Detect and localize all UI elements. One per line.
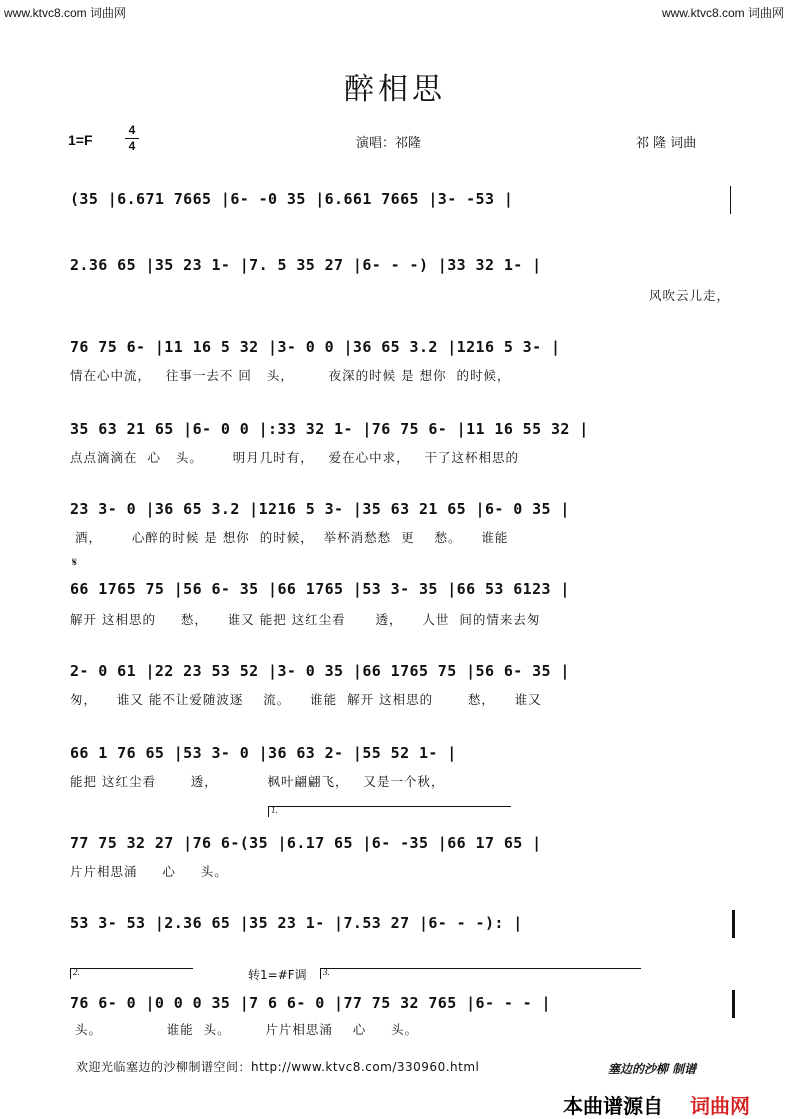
footer-text: 欢迎光临塞边的沙柳制谱空间：http://www.ktvc8.com/330960.html	[76, 1060, 480, 1074]
lyrics-row: 情在心中流， 往事一去不 回 头， 夜深的时候 是 想你 的时候，	[70, 368, 511, 383]
signature: 塞边的沙柳 制谱	[608, 1062, 697, 1076]
singer: 演唱：祁隆	[356, 136, 422, 151]
notes-row: 35 63 21 65 |6- 0 0 |:33 32 1- |76 75 6- |11 16 55 32 |	[70, 420, 589, 438]
notes-row: 53 3- 53 |2.36 65 |35 23 1- |7.53 27 |6- - -): |	[70, 914, 523, 932]
key-change-label: 转1=#F调	[248, 968, 307, 982]
notes-row: 66 1765 75 |56 6- 35 |66 1765 |53 3- 35 |66 53 6123 |	[70, 580, 570, 598]
first-ending-bracket: 1.	[268, 806, 511, 817]
lyrics-row: 点点滴滴在 心 头。 明月几时有， 爱在心中求， 干了这杯相思的	[70, 450, 520, 465]
notes-row: (35 |6.671 7665 |6- -0 35 |6.661 7665 |3- -53 |	[70, 190, 514, 208]
notes-row: 77 75 32 27 |76 6-(35 |6.17 65 |6- -35 |66 17 65 |	[70, 834, 542, 852]
second-ending-bracket: 2.	[70, 968, 193, 979]
notes-row: 2.36 65 |35 23 1- |7. 5 35 27 |6- - -) |33 32 1- |	[70, 256, 542, 274]
beats: 4	[128, 123, 136, 137]
credits: 祁 隆 词曲	[636, 136, 697, 151]
notes-row: 2- 0 61 |22 23 53 52 |3- 0 35 |66 1765 75 |56 6- 35 |	[70, 662, 570, 680]
lyrics-row: 片片相思涌 心 头。	[70, 864, 228, 879]
lyrics-row: 能把 这红尘看 透， 枫叶翩翩飞， 又是一个秋，	[70, 774, 445, 789]
lyrics-row: 风吹云儿走，	[648, 288, 730, 303]
lyrics-row: 解开 这相思的 愁， 谁又 能把 这红尘看 透， 人世 间的情来去匆	[70, 612, 541, 627]
beat-unit: 4	[128, 139, 136, 153]
notes-row: 23 3- 0 |36 65 3.2 |1216 5 3- |35 63 21 65 |6- 0 35 |	[70, 500, 570, 518]
lyrics-row: 匆， 谁又 能不让爱随波逐 流。 谁能 解开 这相思的 愁， 谁又	[70, 692, 542, 707]
lyrics-row: 酒， 心醉的时候 是 想你 的时候， 举杯消愁愁 更 愁。 谁能	[70, 530, 509, 545]
third-ending-bracket: 3.	[320, 968, 641, 979]
source-site: 词曲网	[690, 1094, 750, 1118]
time-signature	[125, 124, 139, 153]
notes-row: 76 6- 0 |0 0 0 35 |7 6 6- 0 |77 75 32 765 |6- - - |	[70, 994, 551, 1012]
watermark-right: www.ktvc8.com 词曲网	[661, 6, 784, 20]
key-signature: 1=F	[68, 132, 93, 148]
watermark-left: www.ktvc8.com 词曲网	[4, 6, 127, 20]
notes-row: 66 1 76 65 |53 3- 0 |36 63 2- |55 52 1- |	[70, 744, 457, 762]
source-label: 本曲谱源自	[563, 1094, 663, 1118]
song-title: 醉相思	[344, 72, 446, 107]
segno-mark: 𝄋	[72, 555, 78, 569]
notes-row: 76 75 6- |11 16 5 32 |3- 0 0 |36 65 3.2 |1216 5 3- |	[70, 338, 561, 356]
lyrics-row: 头。 谁能 头。 片片相思涌 心 头。	[70, 1022, 419, 1037]
